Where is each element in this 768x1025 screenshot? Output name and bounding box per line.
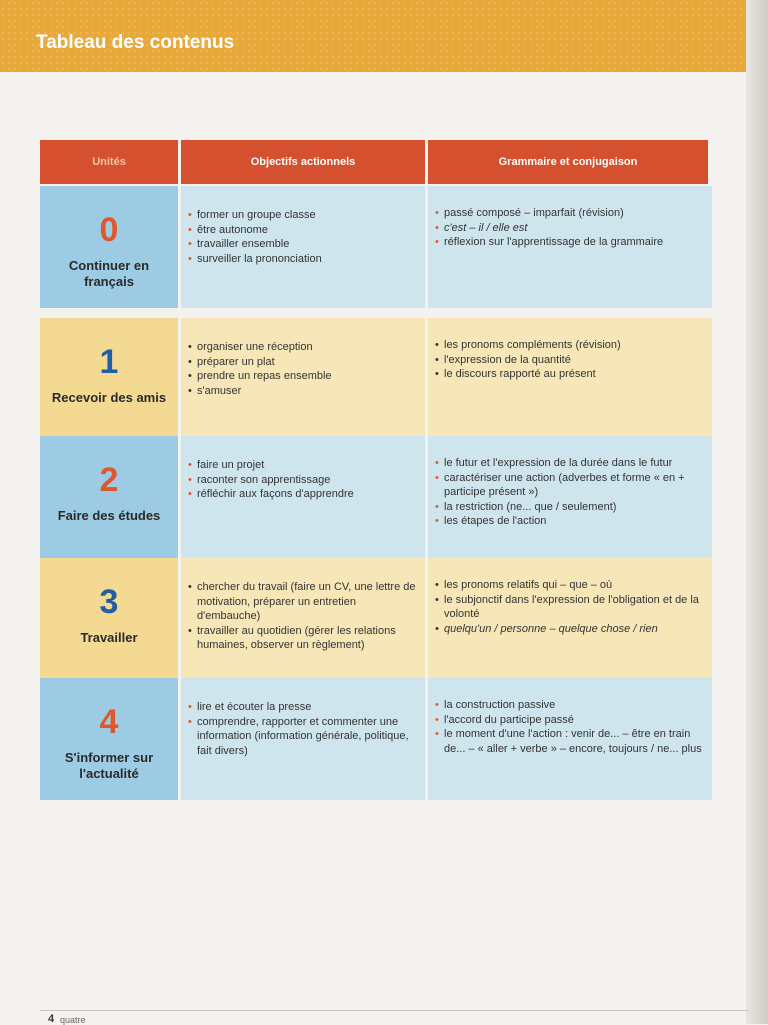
unit-number: 1: [99, 343, 119, 381]
list-item: • le discours rapporté au présent: [434, 367, 704, 382]
list-item: • lire et écouter la presse: [187, 700, 417, 715]
list-item: • les étapes de l'action: [434, 514, 704, 529]
unit-number: 4: [99, 703, 119, 741]
list-item: • quelqu'un / personne – quelque chose / rien: [434, 622, 704, 637]
table-row: [40, 436, 712, 558]
unit-label: S'informer sur l'actualité: [64, 750, 154, 781]
unit-number: 3: [99, 583, 119, 621]
list-item: • l'expression de la quantité: [434, 353, 704, 368]
unit-label: Travailler: [80, 630, 138, 645]
footer-divider: [40, 1010, 748, 1011]
grammaire-cell: [428, 558, 712, 680]
list-item: • réflexion sur l'apprentissage de la grammaire: [434, 235, 704, 250]
page-number: 4: [48, 1013, 55, 1025]
list-item: • être autonome: [187, 223, 417, 238]
objectifs-cell: [181, 186, 425, 308]
objectifs-cell: [181, 318, 425, 440]
unit-cell: [40, 558, 178, 680]
list-item: • former un groupe classe: [187, 208, 417, 223]
unit-cell: [40, 436, 178, 558]
list-item: • réfléchir aux façons d'apprendre: [187, 487, 417, 502]
list-item: • chercher du travail (faire un CV, une lettre de motivation, préparer un entretien d'embauche): [187, 580, 417, 624]
unit-cell: [40, 186, 178, 308]
list-item: • la restriction (ne... que / seulement): [434, 500, 704, 515]
list-item: • prendre un repas ensemble: [187, 369, 417, 384]
table-row: [40, 678, 712, 800]
column-header-unites: Unités: [40, 140, 178, 184]
unit-label: Faire des études: [57, 508, 161, 523]
unit-cell: [40, 318, 178, 440]
unit-number: 0: [99, 211, 119, 249]
list-item: • caractériser une action (adverbes et forme « en + participe présent »): [434, 471, 704, 500]
list-item: • organiser une réception: [187, 340, 417, 355]
list-item: • c'est – il / elle est: [434, 221, 704, 236]
list-item: • raconter son apprentissage: [187, 473, 417, 488]
list-item: • comprendre, rapporter et commenter une information (information générale, politique, fait divers): [187, 715, 417, 759]
list-item: • s'amuser: [187, 384, 417, 399]
unit-label: Recevoir des amis: [51, 390, 167, 405]
table-row: [40, 186, 712, 308]
grammaire-cell: [428, 436, 712, 558]
grammaire-cell: [428, 318, 712, 440]
column-header-objectifs: Objectifs actionnels: [181, 140, 425, 184]
list-item: • passé composé – imparfait (révision): [434, 206, 704, 221]
list-item: • les pronoms compléments (révision): [434, 338, 704, 353]
list-item: • travailler ensemble: [187, 237, 417, 252]
unit-cell: [40, 678, 178, 800]
table-row: [40, 558, 712, 680]
list-item: • surveiller la prononciation: [187, 252, 417, 267]
list-item: • le moment d'une l'action : venir de... – être en train de... – « aller + verbe » – encore, toujours / ne... plus: [434, 727, 704, 756]
list-item: • le subjonctif dans l'expression de l'obligation et de la volonté: [434, 593, 704, 622]
list-item: • faire un projet: [187, 458, 417, 473]
grammaire-cell: [428, 678, 712, 800]
list-item: • l'accord du participe passé: [434, 713, 704, 728]
grammaire-cell: [428, 186, 712, 308]
unit-number: 2: [99, 461, 119, 499]
list-item: • le futur et l'expression de la durée dans le futur: [434, 456, 704, 471]
objectifs-cell: [181, 436, 425, 558]
table-row: [40, 318, 712, 440]
list-item: • travailler au quotidien (gérer les relations humaines, observer un règlement): [187, 624, 417, 653]
page-title: Tableau des contenus: [36, 32, 235, 53]
page-number-word: quatre: [60, 1015, 86, 1025]
page-edge: [746, 0, 768, 1024]
column-header-grammaire: Grammaire et conjugaison: [428, 140, 708, 184]
objectifs-cell: [181, 558, 425, 680]
objectifs-cell: [181, 678, 425, 800]
unit-label: Continuer en français: [68, 258, 150, 289]
list-item: • la construction passive: [434, 698, 704, 713]
list-item: • préparer un plat: [187, 355, 417, 370]
list-item: • les pronoms relatifs qui – que – où: [434, 578, 704, 593]
